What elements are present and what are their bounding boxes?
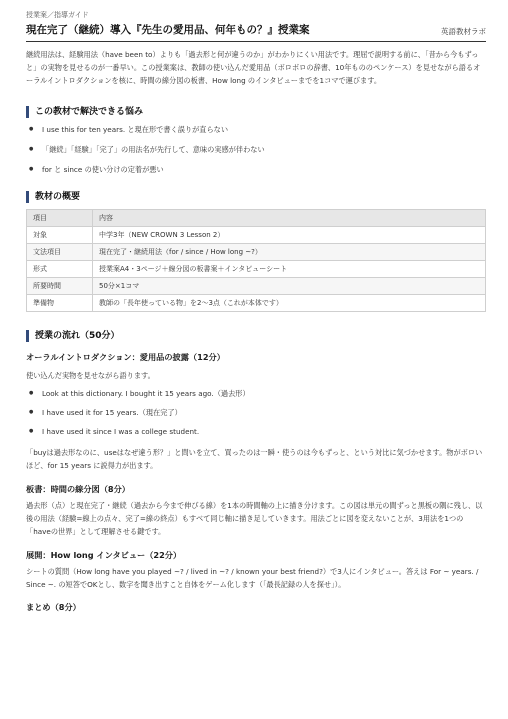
problems-list bbox=[26, 125, 486, 174]
table-row bbox=[27, 278, 486, 295]
summary-heading: まとめ（8分） bbox=[26, 602, 81, 612]
interview-heading: 展開：How long インタビュー（22分） bbox=[26, 550, 182, 560]
row-label: 所要時間 bbox=[27, 278, 93, 295]
intro-paragraph: 継続用法は、経験用法（have been to）よりも「過去形と何が違うのか」がわかりにくい用法です。理屈で説明する前に、「昔から今もずっと」の実物を見せるのが一番早い。この授業案は、教師の使い込んだ愛用品（ボロボロの辞書、10年もののペンケース）を見せながら語るオーラルイントロダクションを核に、時間の線分図の板書、How long のインタビューまでを1コマで運びます。 bbox=[26, 50, 481, 85]
category-label: 授業案／指導ガイド bbox=[26, 11, 89, 19]
table-row bbox=[27, 295, 486, 312]
oral-intro-heading: オーラルイントロダクション：愛用品の披露（12分） bbox=[26, 352, 225, 362]
row-value: 現在完了・継続用法（for / since / How long ~?） bbox=[93, 244, 486, 261]
row-label: 文法項目 bbox=[27, 244, 93, 261]
problem-item: ● for と since の使い分けの定着が悪い bbox=[26, 165, 486, 174]
brand-name: 英語教材ラボ bbox=[441, 27, 486, 36]
row-value: 教師の「長年使っている物」を2～3点（これが本体です） bbox=[93, 295, 486, 312]
row-value: 50分×1コマ bbox=[93, 278, 486, 295]
table-row bbox=[27, 261, 486, 278]
overview-header-row bbox=[27, 210, 486, 227]
problem-item: ● 「継続」「経験」「完了」の用法名が先行して、意味の実感が伴わない bbox=[26, 145, 486, 154]
overview-table bbox=[26, 209, 486, 312]
table-row bbox=[27, 227, 486, 244]
column-header-item: 項目 bbox=[27, 210, 93, 227]
table-row bbox=[27, 244, 486, 261]
oral-intro-lines bbox=[26, 389, 486, 436]
interview-text: シートの質問（How long have you played ~? / lived in ~? / known your best friend?）で3人にインタビュー。答えは For ~ years. / Since ~. の短答でOKとし、数字を聞き出すこと自体をゲーム化します（「最長記録の人を探せ」）。 bbox=[26, 567, 479, 589]
oral-intro-after: 「buyは過去形なのに、useはなぜ違う形？」と問いを立て、買ったのは一瞬・使うのは今もずっと、という対比に気づかせます。物がボロいほど、for 15 years に説得力が出ます。 bbox=[26, 448, 483, 470]
column-header-content: 内容 bbox=[93, 210, 486, 227]
problems-heading: この教材で解決できる悩み bbox=[26, 106, 486, 118]
oral-intro-lead: 使い込んだ実物を見せながら語ります。 bbox=[26, 371, 155, 380]
row-label: 対象 bbox=[27, 227, 93, 244]
board-text: 過去形（点）と現在完了・継続（過去から今まで伸びる線）を1本の時間軸の上に描き分けます。この図は単元の間ずっと黒板の隅に残し、以後の用法（経験=線上の点々、完了=線の終点）もすべて同じ軸に描き足していきます。用法ごとに図を変えないことが、3用法を1つの「haveの世界」として理解させる鍵です。 bbox=[26, 501, 483, 536]
row-label: 形式 bbox=[27, 261, 93, 278]
problem-item: ● I use this for ten years. と現在形で書く誤りが直らない bbox=[26, 125, 486, 134]
title-row bbox=[26, 22, 486, 42]
row-value: 中学3年（NEW CROWN 3 Lesson 2） bbox=[93, 227, 486, 244]
flow-heading: 授業の流れ（50分） bbox=[26, 330, 486, 342]
page-title: 現在完了（継続）導入『先生の愛用品、何年もの？』授業案 bbox=[26, 24, 310, 36]
example-sentence: ● I have used it for 15 years.（現在完了） bbox=[26, 408, 486, 417]
example-sentence: ● I have used it since I was a college student. bbox=[26, 427, 486, 436]
row-label: 準備物 bbox=[27, 295, 93, 312]
row-value: 授業案A4・3ページ＋線分図の板書案＋インタビューシート bbox=[93, 261, 486, 278]
example-sentence: ● Look at this dictionary. I bought it 15 years ago.（過去形） bbox=[26, 389, 486, 398]
board-heading: 板書：時間の線分図（8分） bbox=[26, 484, 130, 494]
overview-heading: 教材の概要 bbox=[26, 191, 486, 203]
